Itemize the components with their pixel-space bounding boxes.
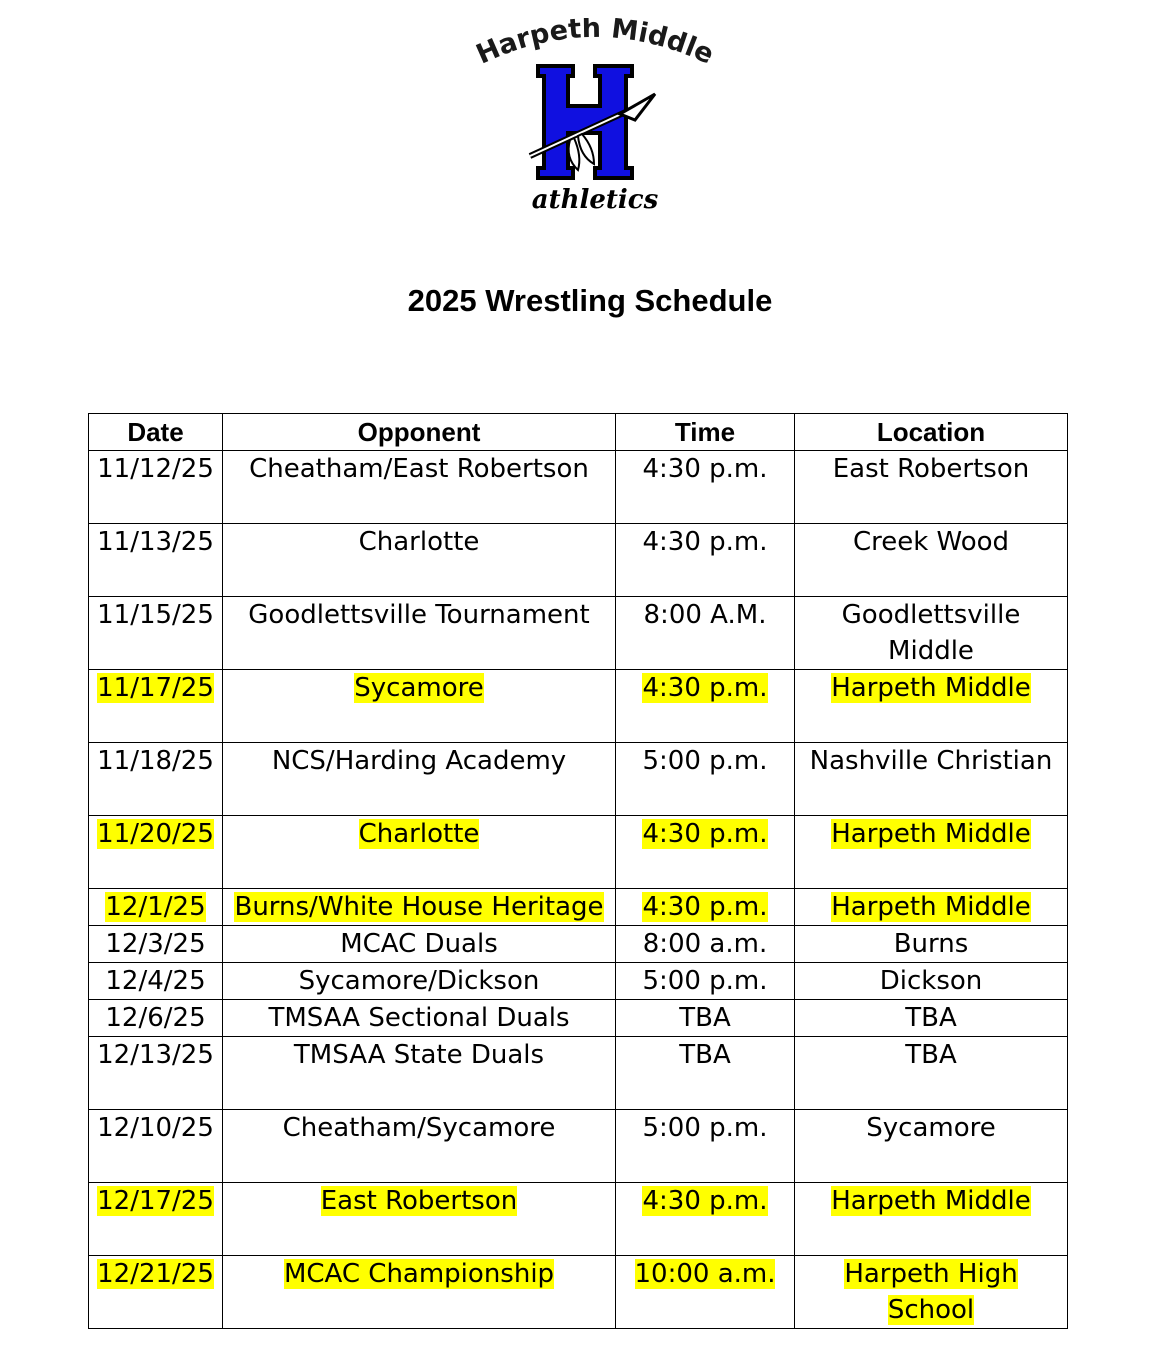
time-cell xyxy=(616,1037,795,1110)
location-cell xyxy=(795,1110,1068,1183)
opponent-cell-text: Burns/White House Heritage xyxy=(234,892,604,922)
date-cell xyxy=(89,1000,223,1037)
date-cell xyxy=(89,1183,223,1256)
location-cell xyxy=(795,1183,1068,1256)
date-cell-text: 11/12/25 xyxy=(97,454,214,484)
table-row xyxy=(89,889,1068,926)
time-cell-text: TBA xyxy=(679,1003,731,1033)
date-cell-text: 12/3/25 xyxy=(105,929,206,959)
date-cell xyxy=(89,743,223,816)
time-cell-text: 4:30 p.m. xyxy=(642,673,768,703)
location-cell-text: Harpeth Middle xyxy=(831,819,1031,849)
opponent-cell xyxy=(223,1256,616,1329)
location-cell-text: Goodlettsville Middle xyxy=(841,600,1021,666)
location-cell-text: Dickson xyxy=(879,966,983,996)
opponent-cell xyxy=(223,926,616,963)
opponent-cell-text: East Robertson xyxy=(320,1186,518,1216)
schedule-table xyxy=(88,413,1068,1329)
location-cell-text: Harpeth Middle xyxy=(831,1186,1031,1216)
table-row xyxy=(89,597,1068,670)
opponent-cell xyxy=(223,743,616,816)
date-cell xyxy=(89,524,223,597)
table-row xyxy=(89,1256,1068,1329)
time-cell-text: 4:30 p.m. xyxy=(642,819,768,849)
time-cell-text: 8:00 a.m. xyxy=(642,929,768,959)
opponent-cell-text: Goodlettsville Tournament xyxy=(248,600,590,630)
opponent-cell-text: Sycamore xyxy=(354,673,484,703)
schedule-body xyxy=(89,451,1068,1329)
table-row xyxy=(89,743,1068,816)
date-cell-text: 11/17/25 xyxy=(97,673,214,703)
location-cell xyxy=(795,524,1068,597)
date-cell-text: 12/17/25 xyxy=(97,1186,214,1216)
date-cell-text: 12/21/25 xyxy=(97,1259,214,1289)
table-row xyxy=(89,1000,1068,1037)
date-cell-text: 11/18/25 xyxy=(97,746,214,776)
location-cell-text: East Robertson xyxy=(832,454,1030,484)
opponent-cell-text: Sycamore/Dickson xyxy=(298,966,540,996)
location-cell-text: Harpeth Middle xyxy=(831,673,1031,703)
opponent-cell xyxy=(223,1000,616,1037)
time-cell xyxy=(616,524,795,597)
opponent-cell xyxy=(223,816,616,889)
table-row xyxy=(89,816,1068,889)
date-cell xyxy=(89,1037,223,1110)
location-cell xyxy=(795,816,1068,889)
date-cell xyxy=(89,670,223,743)
logo-letter-h xyxy=(538,66,632,178)
time-cell-text: 4:30 p.m. xyxy=(642,1186,768,1216)
location-cell xyxy=(795,670,1068,743)
date-cell-text: 12/13/25 xyxy=(97,1040,214,1070)
time-cell-text: TBA xyxy=(679,1040,731,1070)
table-row xyxy=(89,926,1068,963)
time-cell-text: 10:00 a.m. xyxy=(634,1259,776,1289)
time-cell xyxy=(616,451,795,524)
opponent-cell xyxy=(223,597,616,670)
opponent-cell xyxy=(223,524,616,597)
date-cell xyxy=(89,816,223,889)
time-cell-text: 5:00 p.m. xyxy=(642,1113,768,1143)
time-cell xyxy=(616,1183,795,1256)
location-cell xyxy=(795,889,1068,926)
date-cell-text: 11/20/25 xyxy=(97,819,214,849)
time-cell xyxy=(616,1000,795,1037)
table-row xyxy=(89,1110,1068,1183)
date-cell xyxy=(89,451,223,524)
location-cell xyxy=(795,1256,1068,1329)
opponent-cell-text: MCAC Championship xyxy=(283,1259,555,1289)
opponent-cell-text: Cheatham/East Robertson xyxy=(249,454,589,484)
date-cell-text: 12/10/25 xyxy=(97,1113,214,1143)
location-cell-text: Harpeth Middle xyxy=(831,892,1031,922)
opponent-cell xyxy=(223,451,616,524)
time-cell xyxy=(616,1110,795,1183)
table-row xyxy=(89,963,1068,1000)
date-cell-text: 11/13/25 xyxy=(97,527,214,557)
time-cell xyxy=(616,743,795,816)
location-cell xyxy=(795,1037,1068,1110)
location-cell-text: Harpeth High School xyxy=(844,1259,1018,1325)
time-cell-text: 4:30 p.m. xyxy=(642,454,768,484)
opponent-cell-text: TMSAA State Duals xyxy=(293,1040,545,1070)
time-cell xyxy=(616,1256,795,1329)
opponent-cell-text: Charlotte xyxy=(358,819,480,849)
logo-graphic xyxy=(470,18,720,218)
table-row xyxy=(89,524,1068,597)
time-cell-text: 5:00 p.m. xyxy=(642,966,768,996)
time-cell xyxy=(616,926,795,963)
opponent-cell xyxy=(223,1110,616,1183)
opponent-cell-text: TMSAA Sectional Duals xyxy=(268,1003,570,1033)
location-cell xyxy=(795,963,1068,1000)
date-cell-text: 12/6/25 xyxy=(105,1003,206,1033)
table-row xyxy=(89,670,1068,743)
time-cell-text: 8:00 A.M. xyxy=(643,600,767,630)
time-cell xyxy=(616,963,795,1000)
opponent-cell xyxy=(223,1037,616,1110)
header-date: Date xyxy=(89,414,223,451)
date-cell-text: 11/15/25 xyxy=(97,600,214,630)
opponent-cell xyxy=(223,889,616,926)
opponent-cell-text: Charlotte xyxy=(358,527,480,557)
location-cell-text: Nashville Christian xyxy=(809,746,1053,776)
table-header-row xyxy=(89,414,1068,451)
logo-top-text: Harpeth Middle xyxy=(471,18,719,71)
time-cell-text: 4:30 p.m. xyxy=(642,527,768,557)
harpeth-athletics-logo xyxy=(470,18,720,218)
location-cell-text: Creek Wood xyxy=(852,527,1010,557)
location-cell xyxy=(795,451,1068,524)
table-row xyxy=(89,451,1068,524)
header-time: Time xyxy=(616,414,795,451)
date-cell xyxy=(89,963,223,1000)
time-cell xyxy=(616,816,795,889)
location-cell xyxy=(795,1000,1068,1037)
date-cell xyxy=(89,926,223,963)
opponent-cell xyxy=(223,670,616,743)
date-cell xyxy=(89,1256,223,1329)
time-cell-text: 5:00 p.m. xyxy=(642,746,768,776)
opponent-cell-text: NCS/Harding Academy xyxy=(271,746,567,776)
opponent-cell-text: MCAC Duals xyxy=(340,929,498,959)
header-location: Location xyxy=(795,414,1068,451)
location-cell xyxy=(795,597,1068,670)
location-cell-text: TBA xyxy=(905,1040,957,1070)
date-cell xyxy=(89,597,223,670)
time-cell-text: 4:30 p.m. xyxy=(642,892,768,922)
location-cell xyxy=(795,743,1068,816)
location-cell xyxy=(795,926,1068,963)
opponent-cell-text: Cheatham/Sycamore xyxy=(282,1113,556,1143)
location-cell-text: TBA xyxy=(905,1003,957,1033)
table-row xyxy=(89,1037,1068,1110)
header-opponent: Opponent xyxy=(223,414,616,451)
location-cell-text: Burns xyxy=(893,929,969,959)
time-cell xyxy=(616,889,795,926)
logo-bottom-text: athletics xyxy=(531,185,659,215)
page-title: 2025 Wrestling Schedule xyxy=(407,283,773,318)
location-cell-text: Sycamore xyxy=(866,1113,996,1143)
time-cell xyxy=(616,597,795,670)
opponent-cell xyxy=(223,963,616,1000)
date-cell-text: 12/1/25 xyxy=(105,892,206,922)
table-row xyxy=(89,1183,1068,1256)
date-cell xyxy=(89,1110,223,1183)
time-cell xyxy=(616,670,795,743)
date-cell-text: 12/4/25 xyxy=(105,966,206,996)
opponent-cell xyxy=(223,1183,616,1256)
date-cell xyxy=(89,889,223,926)
